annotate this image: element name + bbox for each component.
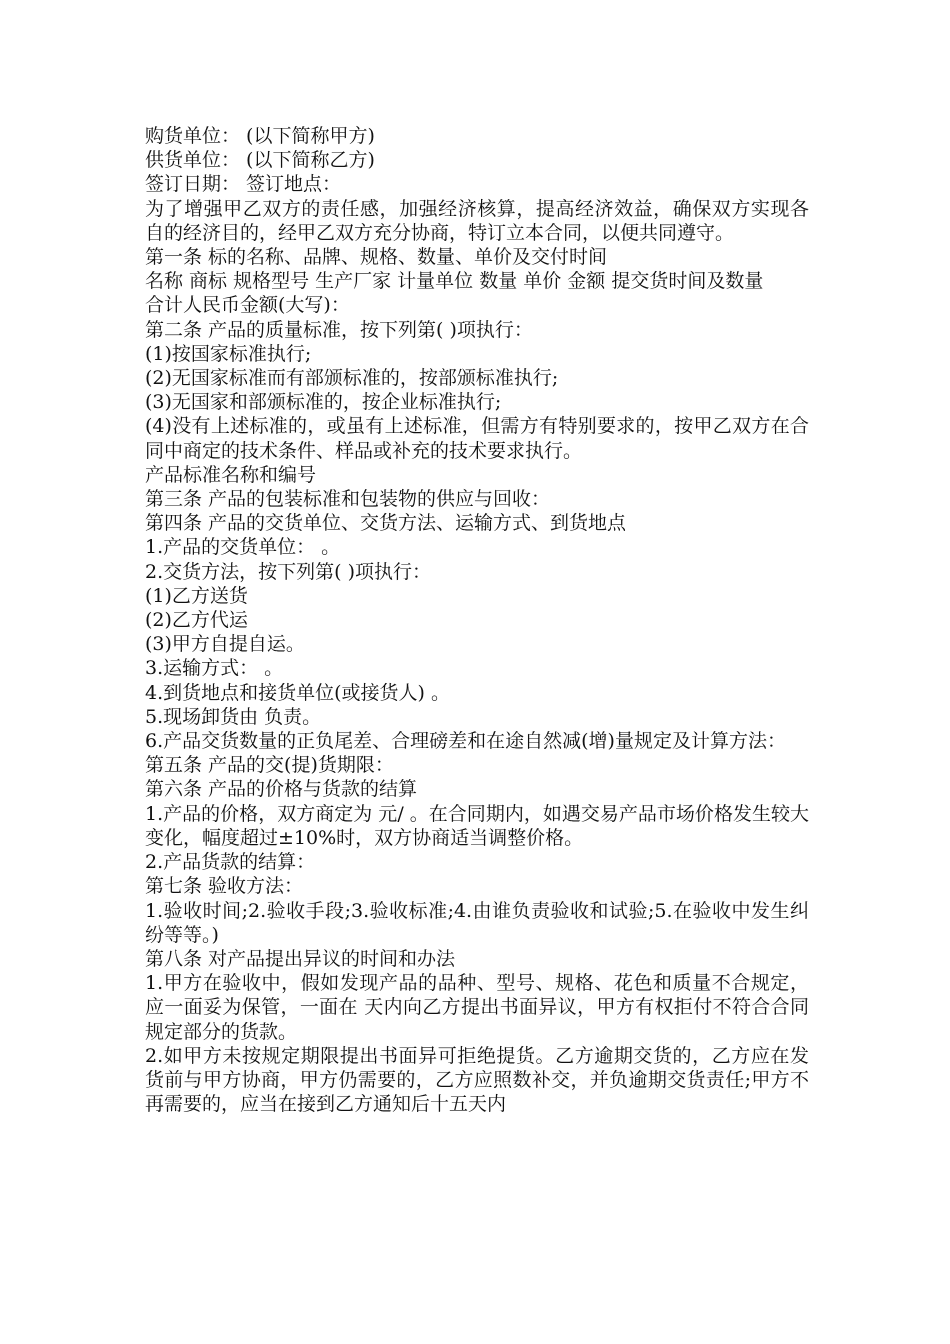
- article-8-heading: 第八条 对产品提出异议的时间和办法: [145, 947, 456, 970]
- article-1-heading: 第一条 标的名称、品牌、规格、数量、单价及交付时间: [145, 246, 608, 269]
- article-5-heading: 第五条 产品的交(提)货期限：: [145, 754, 394, 777]
- article-7-heading: 第七条 验收方法：: [145, 875, 304, 898]
- standard-name-line: 产品标准名称和编号: [145, 463, 317, 486]
- article-4-item-2: 2.交货方法，按下列第( )项执行：: [145, 560, 431, 583]
- supplier-line: 供货单位： (以下简称乙方): [145, 149, 375, 172]
- preamble-paragraph: 为了增强甲乙双方的责任感，加强经济核算，提高经济效益，确保双方实现各自的经济目的，经甲乙双方充分协商，特订立本合同，以便共同遵守。: [145, 197, 809, 244]
- article-4-item-6: 6.产品交货数量的正负尾差、合理磅差和在途自然减(增)量规定及计算方法：: [145, 730, 786, 753]
- article-4-heading: 第四条 产品的交货单位、交货方法、运输方式、到货地点: [145, 512, 627, 535]
- article-6-heading: 第六条 产品的价格与货款的结算: [145, 778, 418, 801]
- article-2-item-1: (1)按国家标准执行;: [145, 342, 312, 365]
- article-8-item-1: 1.甲方在验收中，假如发现产品的品种、型号、规格、花色和质量不合规定，应一面妥为保管，一面在 天内向乙方提出书面异议，甲方有权拒付不符合合同规定部分的货款。: [145, 972, 809, 1043]
- article-4-option-3: (3)甲方自提自运。: [145, 633, 305, 656]
- article-2-item-3: (3)无国家和部颁标准的，按企业标准执行;: [145, 391, 502, 414]
- total-amount-line: 合计人民币金额(大写)：: [145, 294, 350, 317]
- article-4-option-1: (1)乙方送货: [145, 584, 248, 607]
- article-4-item-1: 1.产品的交货单位： 。: [145, 536, 341, 559]
- article-2-item-2: (2)无国家标准而有部颁标准的，按部颁标准执行;: [145, 367, 559, 390]
- article-1-columns: 名称 商标 规格型号 生产厂家 计量单位 数量 单价 金额 提交货时间及数量: [145, 270, 764, 293]
- article-8-item-2: 2.如甲方未按规定期限提出书面异可拒绝提货。乙方逾期交货的，乙方应在发货前与甲方协商，甲方仍需要的，乙方应照数补交，并负逾期交货责任;甲方不再需要的，应当在接到乙方通知后十五天内: [145, 1044, 809, 1116]
- article-4-item-4: 4.到货地点和接货单位(或接货人) 。: [145, 681, 450, 704]
- buyer-line: 购货单位： (以下简称甲方): [145, 125, 375, 147]
- article-4-item-5: 5.现场卸货由 负责。: [145, 705, 322, 728]
- article-2-heading: 第二条 产品的质量标准，按下列第( )项执行：: [145, 318, 533, 341]
- article-6-item-2: 2.产品货款的结算：: [145, 851, 316, 874]
- article-2-item-4: (4)没有上述标准的，或虽有上述标准，但需方有特别要求的，按甲乙双方在合同中商定的技术条件、样品或补充的技术要求执行。: [145, 415, 809, 462]
- article-7-items: 1.验收时间;2.验收手段;3.验收标准;4.由谁负责验收和试验;5.在验收中发生纠纷等等。): [145, 899, 809, 946]
- article-4-item-3: 3.运输方式： 。: [145, 657, 284, 680]
- article-6-item-1: 1.产品的价格，双方商定为 元/ 。在合同期内，如遇交易产品市场价格发生较大变化，幅度超过±10%时，双方协商适当调整价格。: [145, 802, 809, 849]
- article-4-option-2: (2)乙方代运: [145, 609, 248, 632]
- contract-document: [145, 124, 809, 1116]
- article-3-heading: 第三条 产品的包装标准和包装物的供应与回收：: [145, 488, 551, 511]
- sign-date-place-line: 签订日期： 签订地点：: [145, 173, 342, 196]
